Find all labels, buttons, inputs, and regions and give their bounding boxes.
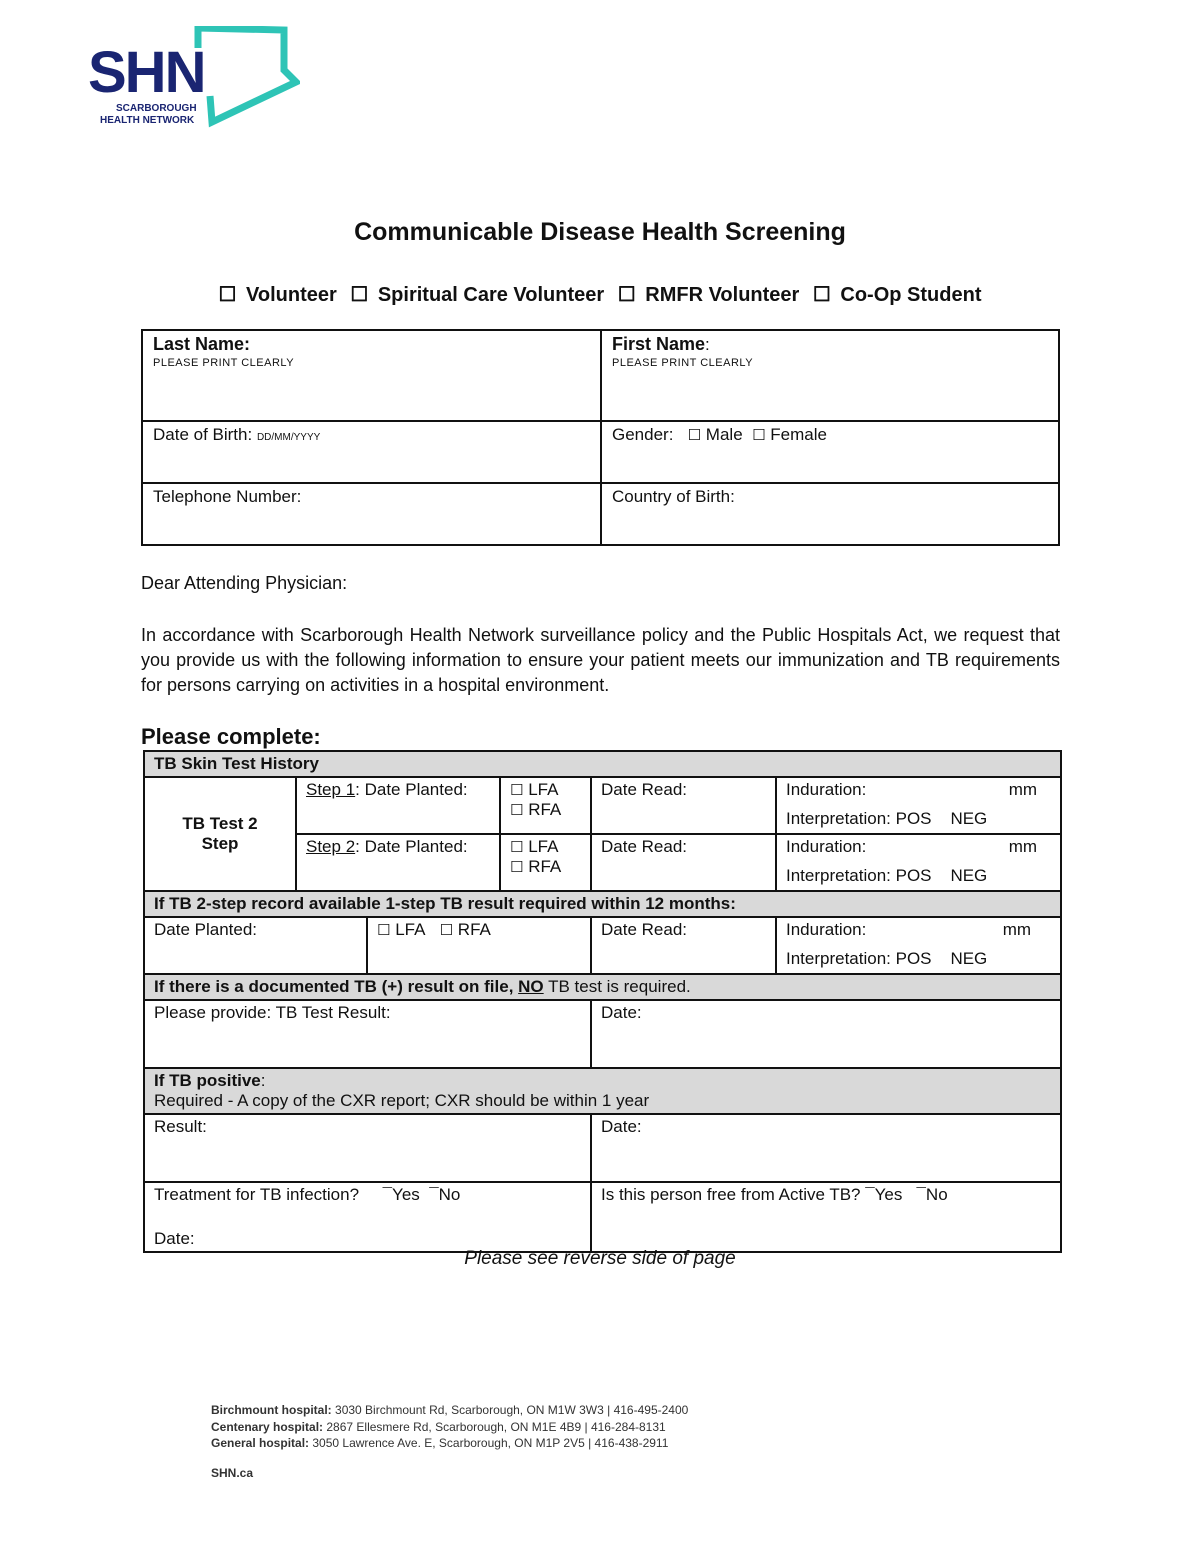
treatment-no-option[interactable]: ¯No — [429, 1185, 461, 1204]
lfa-checkbox[interactable]: ☐ — [510, 838, 524, 856]
general-address: General hospital: 3050 Lawrence Ave. E, Scarborough, ON M1P 2V5 | 416-438-2911 — [211, 1436, 669, 1450]
step2-site: ☐ LFA ☐ RFA — [500, 834, 591, 891]
tb-history-header: TB Skin Test History — [144, 751, 1061, 777]
two-step-label: TB Test 2 Step — [144, 777, 296, 891]
please-complete-heading: Please complete: — [141, 724, 321, 749]
one-step-date-planted[interactable]: Date Planted: — [144, 917, 367, 974]
treatment-field: Treatment for TB infection? ¯Yes ¯No Date: — [144, 1182, 591, 1252]
reverse-side-note: Please see reverse side of page — [464, 1248, 736, 1269]
logo-line2: HEALTH NETWORK — [100, 115, 195, 126]
lfa-checkbox[interactable]: ☐ — [377, 921, 391, 939]
documented-result-header: If there is a documented TB (+) result on file, NO TB test is required. — [144, 974, 1061, 1000]
treatment-date-field[interactable]: Date: — [154, 1229, 195, 1248]
logo-line1: SCARBOROUGH — [116, 103, 197, 114]
step2-date-read[interactable]: Date Read: — [591, 834, 776, 891]
tb-test-result-field[interactable]: Please provide: TB Test Result: — [144, 1000, 591, 1068]
rfa-checkbox[interactable]: ☐ — [510, 858, 524, 876]
tb-positive-header: If TB positive: Required - A copy of the CXR report; CXR should be within 1 year — [144, 1068, 1061, 1114]
rfa-checkbox[interactable]: ☐ — [510, 801, 524, 819]
role-coop[interactable]: ☐ Co-Op Student — [812, 284, 982, 306]
active-tb-field: Is this person free from Active TB? ¯Yes ¯No — [591, 1182, 1061, 1252]
footer-addresses — [211, 1402, 688, 1452]
male-checkbox[interactable]: ☐ — [687, 426, 702, 444]
last-name-field[interactable]: Last Name: PLEASE PRINT CLEARLY — [142, 330, 601, 421]
one-step-site: ☐ LFA ☐ RFA — [367, 917, 591, 974]
centenary-address: Centenary hospital: 2867 Ellesmere Rd, Scarborough, ON M1E 4B9 | 416-284-8131 — [211, 1419, 666, 1434]
identity-table — [141, 329, 1060, 546]
one-step-header: If TB 2-step record available 1-step TB result required within 12 months: — [144, 891, 1061, 917]
active-tb-no-option[interactable]: ¯No — [916, 1185, 948, 1204]
step1-date-planted[interactable]: Step 1: Date Planted: — [296, 777, 500, 834]
cxr-date-field[interactable]: Date: — [591, 1114, 1061, 1182]
role-volunteer[interactable]: ☐ Volunteer — [218, 284, 337, 306]
step2-date-planted[interactable]: Step 2: Date Planted: — [296, 834, 500, 891]
gender-field: Gender: ☐ Male ☐ Female — [601, 421, 1059, 483]
logo-ontario-outline — [198, 28, 296, 122]
intro-paragraph: In accordance with Scarborough Health Network surveillance policy and the Public Hospitals Act, we request that you provide us with the following information to ensure your patient meets our immunization and TB requirements for persons carrying on activities in a hospital environment. — [141, 625, 1060, 695]
print-hint: PLEASE PRINT CLEARLY — [153, 357, 295, 369]
birchmount-address: Birchmount hospital: 3030 Birchmount Rd, Scarborough, ON M1W 3W3 | 416-495-2400 — [211, 1403, 689, 1417]
one-step-date-read[interactable]: Date Read: — [591, 917, 776, 974]
treatment-yes-option[interactable]: ¯Yes — [382, 1185, 420, 1204]
first-name-field[interactable]: First Name: PLEASE PRINT CLEARLY — [601, 330, 1059, 421]
step2-induration[interactable]: Induration: mm Interpretation: POS NEG — [776, 834, 1061, 891]
step1-induration[interactable]: Induration: mm Interpretation: POS NEG — [776, 777, 1061, 834]
role-rmfr[interactable]: ☐ RMFR Volunteer — [617, 284, 800, 306]
role-spiritual-care[interactable]: ☐ Spiritual Care Volunteer — [350, 284, 605, 306]
shn-logo — [86, 26, 300, 128]
tb-table — [143, 750, 1062, 1253]
role-options — [0, 282, 1200, 307]
logo-acronym: SHN — [88, 40, 205, 105]
page-title: Communicable Disease Health Screening — [354, 218, 846, 246]
step1-site: ☐ LFA ☐ RFA — [500, 777, 591, 834]
lfa-checkbox[interactable]: ☐ — [510, 781, 524, 799]
greeting: Dear Attending Physician: — [141, 573, 348, 593]
country-field[interactable]: Country of Birth: — [601, 483, 1059, 545]
checkbox-icon[interactable]: ☐ — [350, 284, 369, 306]
dob-field[interactable]: Date of Birth: DD/MM/YYYY — [142, 421, 601, 483]
website-link[interactable]: SHN.ca — [211, 1466, 254, 1480]
rfa-checkbox[interactable]: ☐ — [439, 921, 454, 939]
one-step-induration[interactable]: Induration: mm Interpretation: POS NEG — [776, 917, 1061, 974]
female-checkbox[interactable]: ☐ — [752, 426, 766, 444]
checkbox-icon[interactable]: ☐ — [218, 284, 237, 306]
checkbox-icon[interactable]: ☐ — [812, 284, 831, 306]
cxr-result-field[interactable]: Result: — [144, 1114, 591, 1182]
tb-test-date-field[interactable]: Date: — [591, 1000, 1061, 1068]
checkbox-icon[interactable]: ☐ — [617, 284, 636, 306]
active-tb-yes-option[interactable]: ¯Yes — [865, 1185, 903, 1204]
telephone-field[interactable]: Telephone Number: — [142, 483, 601, 545]
step1-date-read[interactable]: Date Read: — [591, 777, 776, 834]
print-hint: PLEASE PRINT CLEARLY — [612, 357, 754, 369]
